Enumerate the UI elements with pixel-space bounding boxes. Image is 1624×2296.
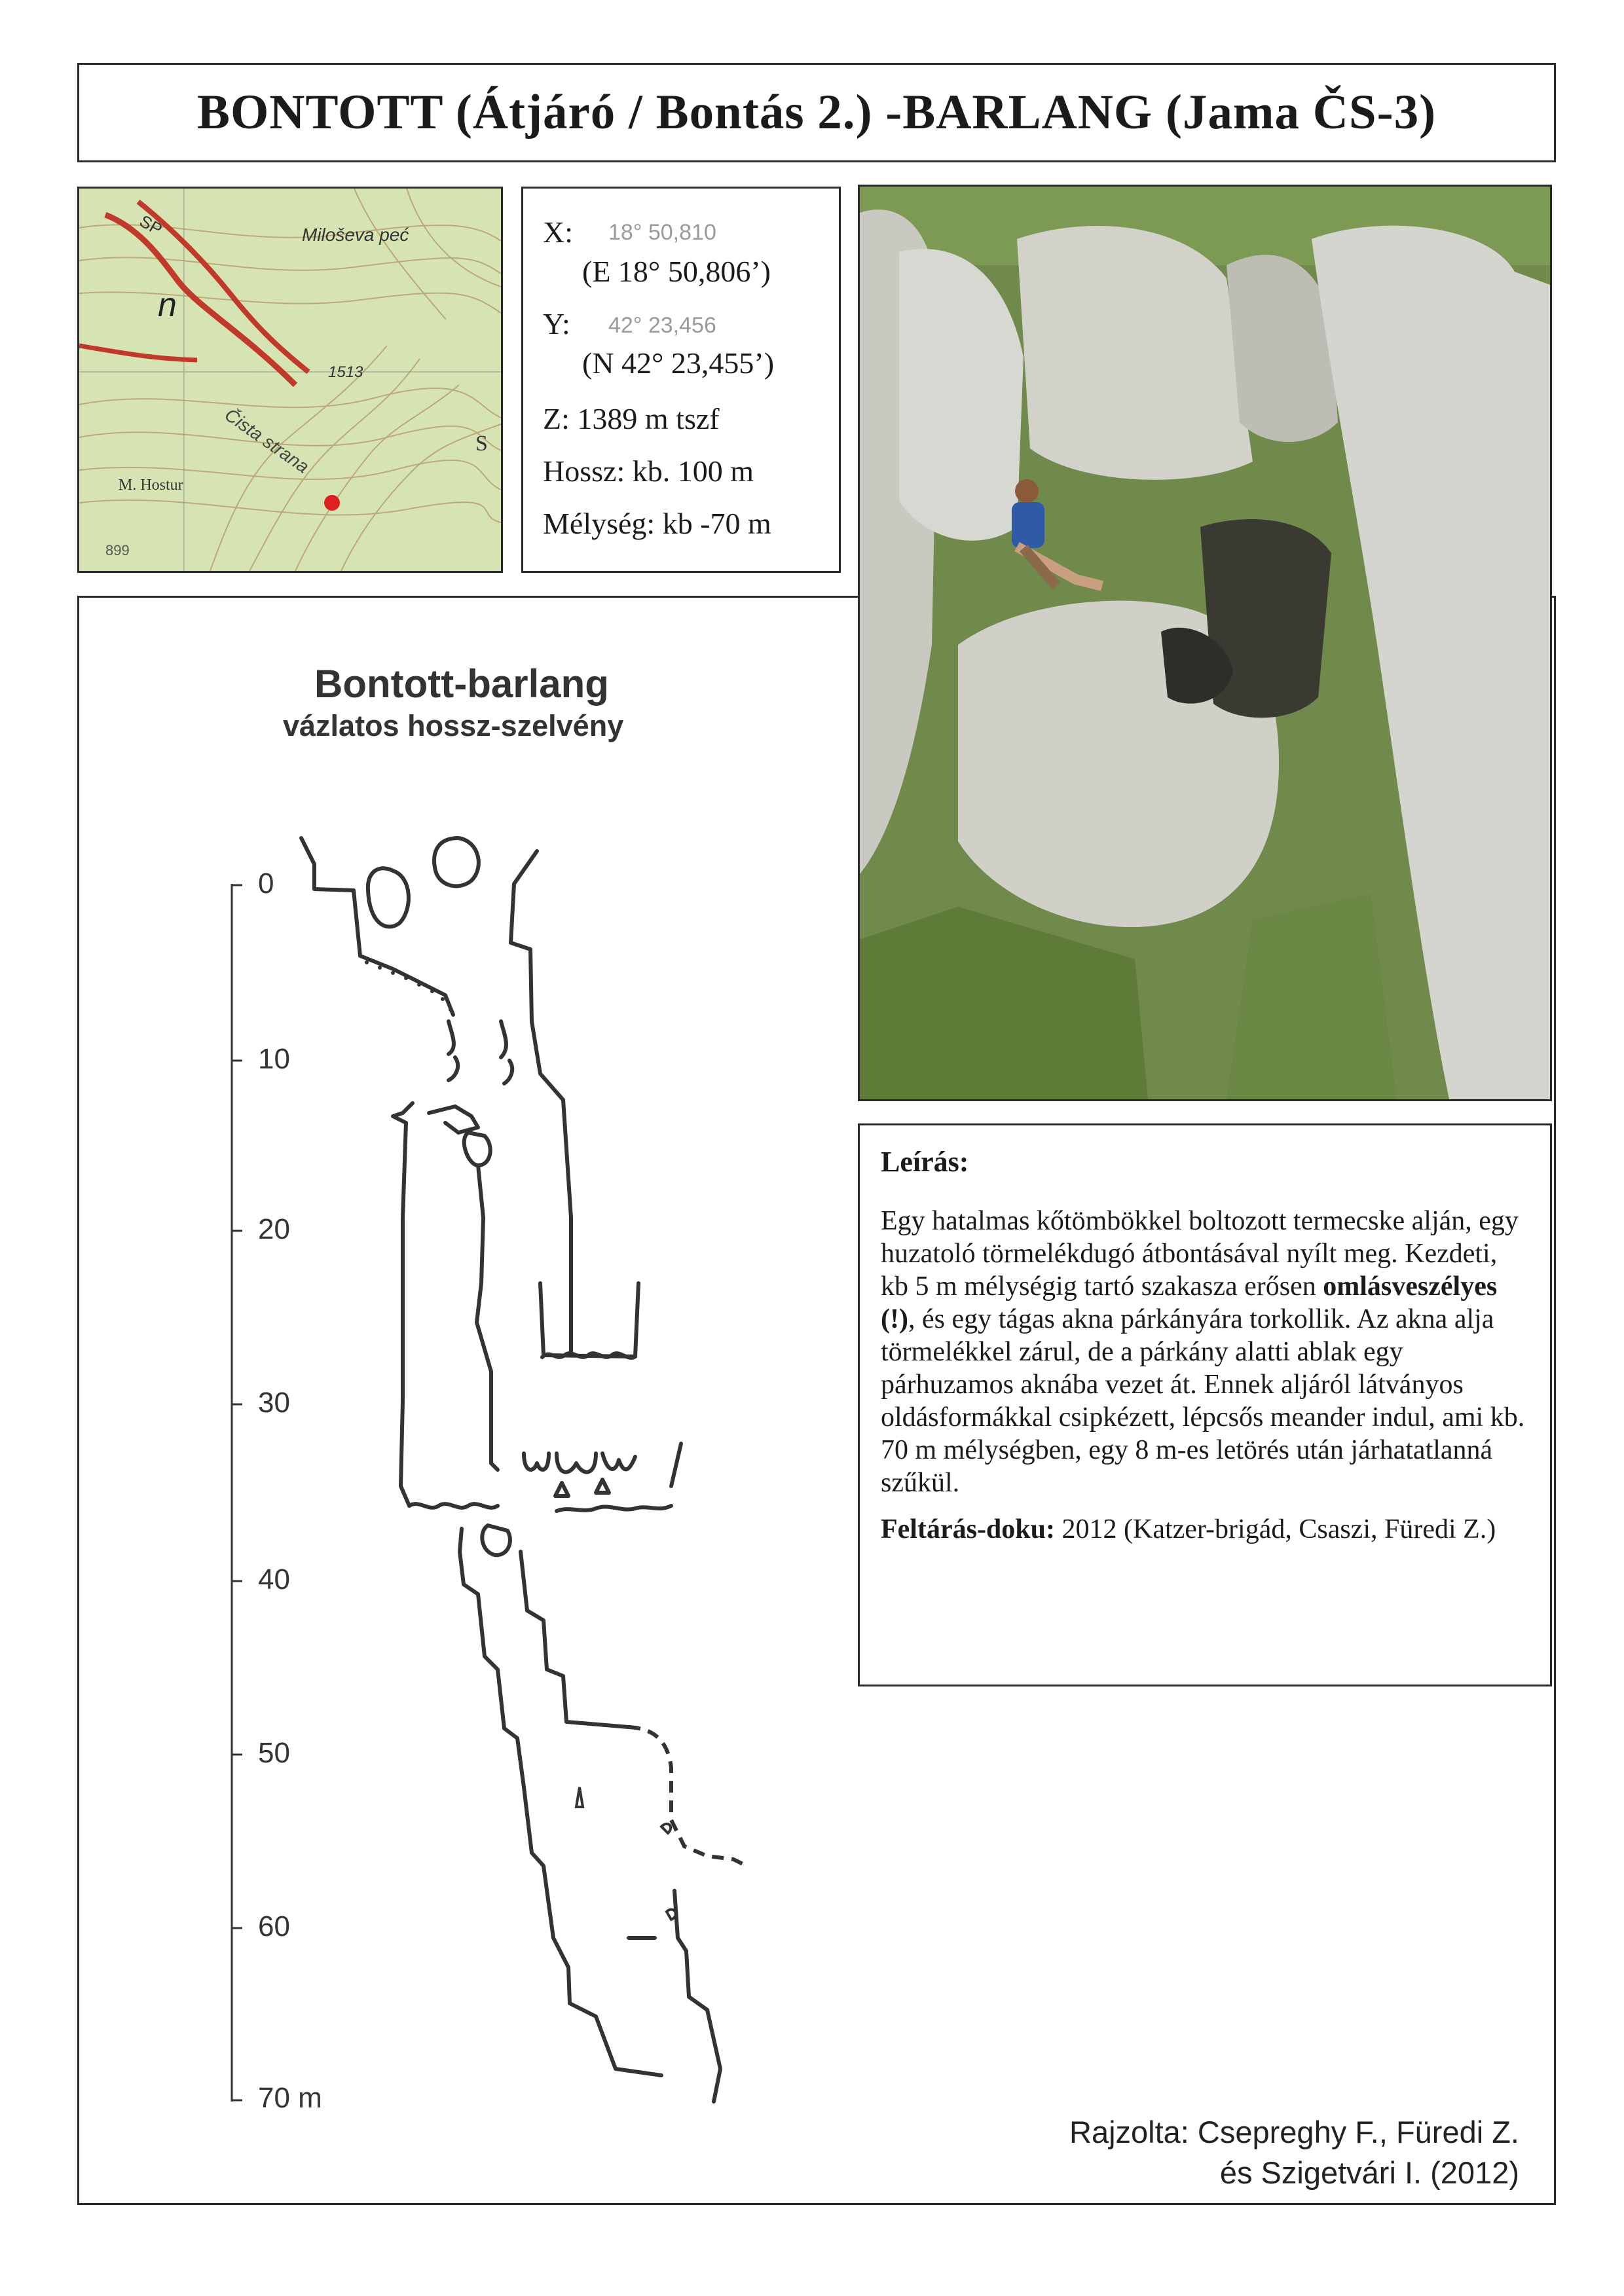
exploration-label: Feltárás-doku: — [881, 1514, 1055, 1544]
description-heading: Leírás: — [881, 1146, 969, 1178]
depth-tick-70: 70 m — [258, 2082, 322, 2114]
coordinates-box — [521, 187, 841, 573]
y-label: Y: — [543, 307, 570, 340]
map-label-sp: SP — [136, 211, 166, 240]
x-handwritten: 18° 50,810 — [608, 220, 716, 245]
map-label-899: 899 — [105, 542, 130, 558]
page-title: BONTOTT (Átjáró / Bontás 2.) -BARLANG (Jama ČS-3) — [196, 85, 1437, 139]
x-value: (E 18° 50,806’) — [582, 255, 771, 288]
description-text — [881, 1205, 1529, 1499]
description-box — [858, 1123, 1552, 1686]
cave-entrance-photo — [858, 185, 1552, 1101]
map-label-n: n — [158, 286, 177, 324]
topo-map-drawing — [79, 189, 501, 571]
depth-tick-60: 60 — [258, 1910, 290, 1942]
credit — [1069, 2112, 1519, 2193]
depth-tick-50: 50 — [258, 1737, 290, 1769]
x-label: X: — [543, 215, 573, 249]
y-value: (N 42° 23,455’) — [582, 346, 775, 380]
map-label-elevation: 1513 — [328, 363, 363, 381]
profile-subtitle: vázlatos hossz-szelvény — [283, 709, 624, 742]
description-warning: omlásveszélyes (!) — [881, 1271, 1498, 1334]
depth-tick-20: 20 — [258, 1213, 290, 1245]
y-handwritten: 42° 23,456 — [608, 313, 716, 338]
map-label-miloseva: Miloševa peć — [302, 225, 409, 245]
map-label-hostur: M. Hostur — [119, 477, 183, 494]
credit-line-2: és Szigetvári I. (2012) — [1219, 2155, 1519, 2190]
description-text-part2: , és egy tágas akna párkányára torkollik. Az akna alja törmelékkel zárul, de a párkány alatti ablak egy párhuzamos aknába vezet át. Ennek aljáról látványos oldásformákkal csipkézett, lépcsős meander indul, ami kb. 70 m mélységben, egy 8 m-es letörés után járhatatlanná szűkül. — [881, 1304, 1525, 1498]
depth-tick-40: 40 — [258, 1563, 290, 1595]
exploration-line — [881, 1512, 1529, 1546]
depth-scale — [216, 884, 242, 2102]
cave-profile-drawing — [288, 825, 851, 2134]
depth-tick-10: 10 — [258, 1043, 290, 1075]
credit-line-1: Rajzolta: Csepreghy F., Füredi Z. — [1069, 2115, 1519, 2149]
map-label-cista-strana: Čista strana — [221, 404, 313, 477]
title-box — [77, 63, 1556, 162]
depth-tick-30: 30 — [258, 1387, 290, 1419]
cave-length: Hossz: kb. 100 m — [543, 454, 754, 488]
profile-title: Bontott-barlang — [314, 662, 609, 706]
map-label-s: S — [475, 431, 488, 456]
altitude: Z: 1389 m tszf — [543, 402, 720, 435]
topo-map — [77, 187, 503, 573]
cave-depth: Mélység: kb -70 m — [543, 507, 771, 540]
exploration-value: 2012 (Katzer-brigád, Csaszi, Füredi Z.) — [1055, 1514, 1496, 1544]
depth-tick-0: 0 — [258, 867, 274, 900]
photo-drawing — [860, 187, 1550, 1099]
description-text-part1: Egy hatalmas kőtömbökkel boltozott termecske alján, egy huzatoló törmelékdugó átbontásával nyílt meg. Kezdeti, kb 5 m mélységig tartó szakasza erősen — [881, 1206, 1519, 1302]
